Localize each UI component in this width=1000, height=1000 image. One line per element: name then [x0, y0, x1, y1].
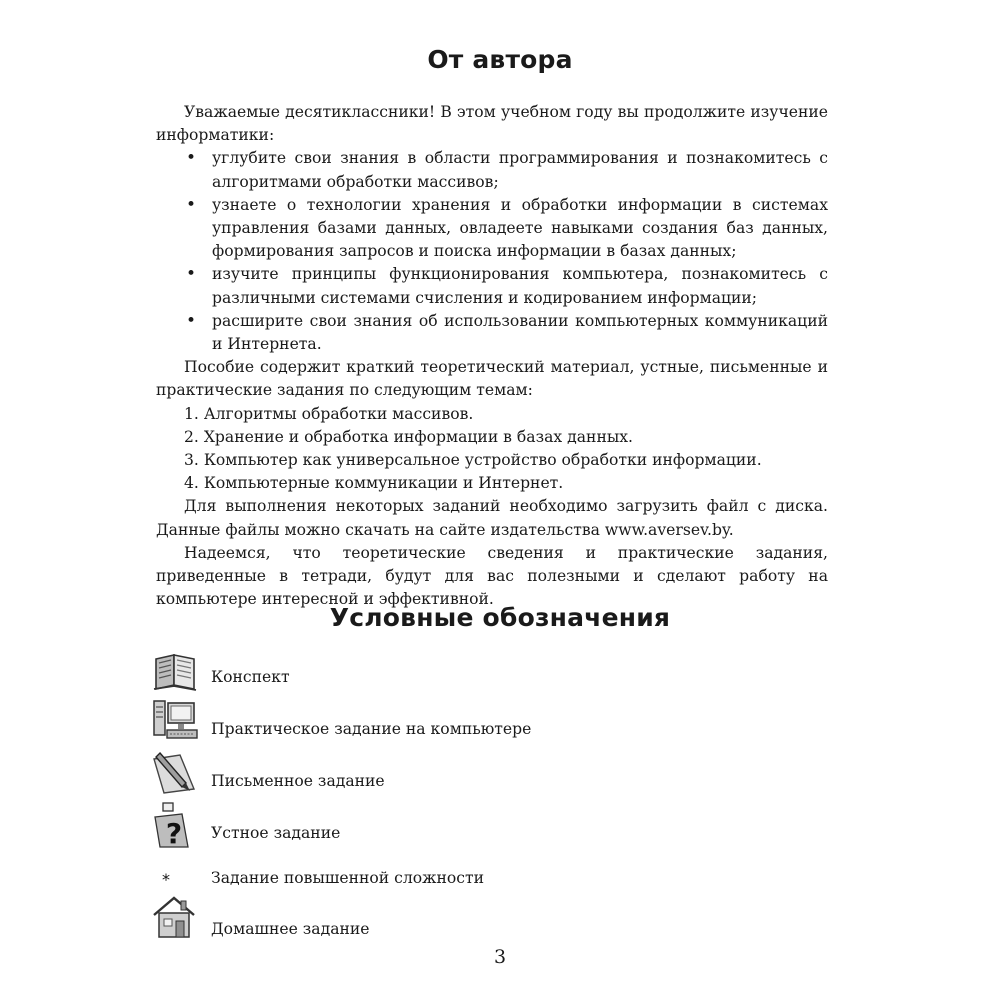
list-item: • изучите принципы функционирования компьютера, познакомитесь с различными системами счисления и кодированием информации; — [156, 263, 828, 309]
legend-label: Устное задание — [211, 824, 341, 842]
list-item: • узнаете о технологии хранения и обработки информации в системах управления базами данных, овладеете навыками создания баз данных, формирования запросов и поиска информации в базах данных; — [156, 194, 828, 264]
book-icon — [150, 645, 200, 695]
legend-label: Домашнее задание — [211, 920, 370, 938]
legend-row — [150, 749, 850, 799]
page-title: От автора — [427, 45, 573, 74]
house-icon — [150, 893, 200, 943]
intro-paragraph: Уважаемые десятиклассники! В этом учебном году вы продолжите изучение информатики: — [156, 103, 828, 145]
topics-list — [156, 403, 828, 496]
closing-paragraph: Надеемся, что теоретические сведения и практические задания, приведенные в тетради, будут для вас полезными и сделают работу на компьютере интересной и эффективной. — [156, 543, 828, 609]
list-item: 1. Алгоритмы обработки массивов. — [184, 404, 474, 423]
pen-icon — [150, 749, 200, 799]
legend-row — [150, 645, 850, 695]
list-item: • расширите свои знания об использовании компьютерных коммуникаций и Интернета. — [156, 310, 828, 356]
list-item: 3. Компьютер как универсальное устройство обработки информации. — [184, 451, 762, 470]
list-item: 4. Компьютерные коммуникации и Интернет. — [184, 474, 564, 493]
legend-row — [150, 801, 850, 851]
legend-row — [150, 697, 850, 747]
computer-icon — [150, 697, 200, 747]
legend-label: Практическое задание на компьютере — [211, 720, 532, 738]
legend-row — [150, 893, 850, 943]
list-item: • углубите свои знания в области программирования и познакомитесь с алгоритмами обработки массивов; — [156, 147, 828, 193]
legend-label: Письменное задание — [211, 772, 385, 790]
question-icon — [150, 801, 200, 851]
legend-title: Условные обозначения — [329, 603, 671, 632]
topics-intro-paragraph: Пособие содержит краткий теоретический материал, устные, письменные и практические задания по следующим темам: — [156, 358, 828, 400]
bullet-list — [156, 147, 828, 356]
download-note-paragraph: Для выполнения некоторых заданий необходимо загрузить файл с диска. Данные файлы можно скачать на сайте издательства www.aversev.by. — [156, 497, 828, 539]
legend-label: Задание повышенной сложности — [211, 869, 485, 887]
svg-text:?: ? — [165, 817, 183, 850]
list-item: 2. Хранение и обработка информации в базах данных. — [184, 427, 633, 446]
page-number: 3 — [493, 946, 507, 968]
body-text — [156, 101, 828, 611]
legend-label: Конспект — [211, 668, 290, 686]
svg-text:*: * — [162, 870, 170, 889]
